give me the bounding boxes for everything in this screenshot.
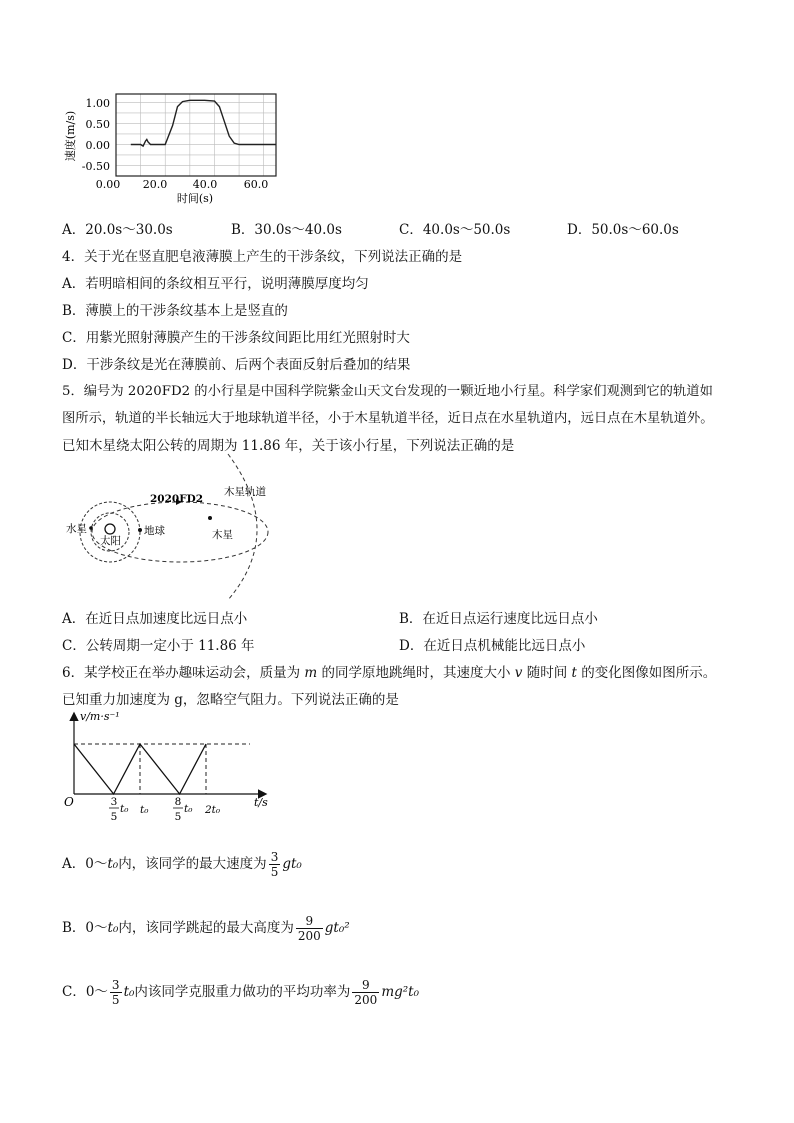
jupiter-icon [208,516,212,520]
q5-option-b[interactable]: B．在近日点运行速度比远日点小 [399,611,598,627]
jupiter-orbit-arc [228,454,257,600]
q5-option-a[interactable]: A．在近日点加速度比远日点小 [62,611,248,627]
earth-orbit [80,502,140,562]
orbit-diagram [60,452,280,602]
mercury-icon [89,526,93,530]
tick-1-den: 5 [110,811,118,823]
fraction-3-5: $\frac{3}{5}$ [270,850,279,879]
y-tick-1: 1.00 [85,97,110,110]
q6-stem-line2: 已知重力加速度为 g，忽略空气阻力。下列说法正确的是 [62,692,399,708]
q6-option-a[interactable]: A．0～t₀内，该同学的最大速度为 $\frac{3}{5}$ gt₀ [62,850,302,879]
q3-option-c[interactable]: C．40.0s～50.0s [399,222,511,238]
tick-3-var: t₀ [184,803,193,815]
fraction-3-5-t0: $\frac{3}{5}$ [111,978,120,1007]
tick-3-den: 5 [174,811,182,823]
tick-1-num: 3 [110,796,118,808]
q5-stem-line3: 已知木星绕太阳公转的周期为 11.86 年，关于该小行星，下列说法正确的是 [62,438,515,454]
q4-stem: 4．关于光在竖直肥皂液薄膜上产生的干涉条纹，下列说法正确的是 [62,249,463,265]
sun-label: 太阳 [100,535,121,547]
tick-4-label: 2t₀ [205,804,221,816]
jupiter-orbit-label: 木星轨道 [224,486,266,498]
asteroid-label: 2020FD2 [150,493,204,505]
q4-option-d[interactable]: D．干涉条纹是光在薄膜前、后两个表面反射后叠加的结果 [62,357,411,373]
q6-option-b[interactable]: B．0～t₀内，该同学跳起的最大高度为 $\frac{9}{200}$ gt₀² [62,914,350,943]
speed-time-chart [60,88,290,208]
q6-option-c[interactable]: C．0～ $\frac{3}{5}$ t₀内该同学克服重力做功的平均功率为 $\frac{9}{200}$ mg²t₀ [62,978,420,1007]
q4-option-c[interactable]: C．用紫光照射薄膜产生的干涉条纹间距比用红光照射时大 [62,330,410,346]
q6-stem-line1: 6．某学校正在举办趣味运动会，质量为 m 的同学原地跳绳时，其速度大小 v 随时间 t 的变化图像如图所示。 [62,665,717,681]
origin-label: O [64,795,74,809]
x-tick-1: 0.00 [95,178,121,191]
q5-option-c[interactable]: C．公转周期一定小于 11.86 年 [62,638,255,654]
y-axis-label: v/m·s⁻¹ [80,710,120,723]
q3-option-a[interactable]: A．20.0s～30.0s [62,222,173,238]
chart-grid [116,94,276,176]
fraction-9-200-power: $\frac{9}{200}$ [354,978,378,1007]
q5-stem-line1: 5．编号为 2020FD2 的小行星是中国科学院紫金山天文台发现的一颗近地小行星。科学家们观测到它的轨道如 [62,384,713,399]
x-tick-2: 20.0 [142,178,168,191]
plot-frame [116,94,276,176]
x-axis-label: 时间(s) [176,192,214,205]
tick-3-num: 8 [174,796,182,808]
y-tick-4: -0.50 [81,160,110,173]
jupiter-label: 木星 [212,529,233,541]
earth-icon [138,528,142,532]
y-tick-2: 0.50 [85,118,110,131]
q4-option-b[interactable]: B．薄膜上的干涉条纹基本上是竖直的 [62,303,288,319]
tick-1-var: t₀ [120,803,129,815]
y-axis-label: 速度(m/s) [64,110,77,162]
fraction-9-200: $\frac{9}{200}$ [297,914,321,943]
asteroid-orbit [92,502,268,562]
q4-option-a[interactable]: A．若明暗相间的条纹相互平行，说明薄膜厚度均匀 [62,276,369,292]
q5-stem-line2: 图所示，轨道的半长轴远大于地球轨道半径，小于木星轨道半径，近日点在水星轨道内，远日点在木星轨道外。 [62,411,714,426]
q3-option-b[interactable]: B．30.0s～40.0s [231,222,342,238]
tick-2-label: t₀ [140,804,149,816]
q5-option-d[interactable]: D．在近日点机械能比远日点小 [399,638,586,654]
sun-icon [105,524,115,534]
x-tick-4: 60.0 [243,178,269,191]
x-tick-3: 40.0 [192,178,218,191]
y-tick-3: 0.00 [85,139,110,152]
mercury-label: 水星 [66,523,87,535]
earth-label: 地球 [144,525,165,537]
q3-option-d[interactable]: D．50.0s～60.0s [567,222,679,238]
x-axis-label: t/s [254,796,268,809]
velocity-time-chart [60,708,290,834]
